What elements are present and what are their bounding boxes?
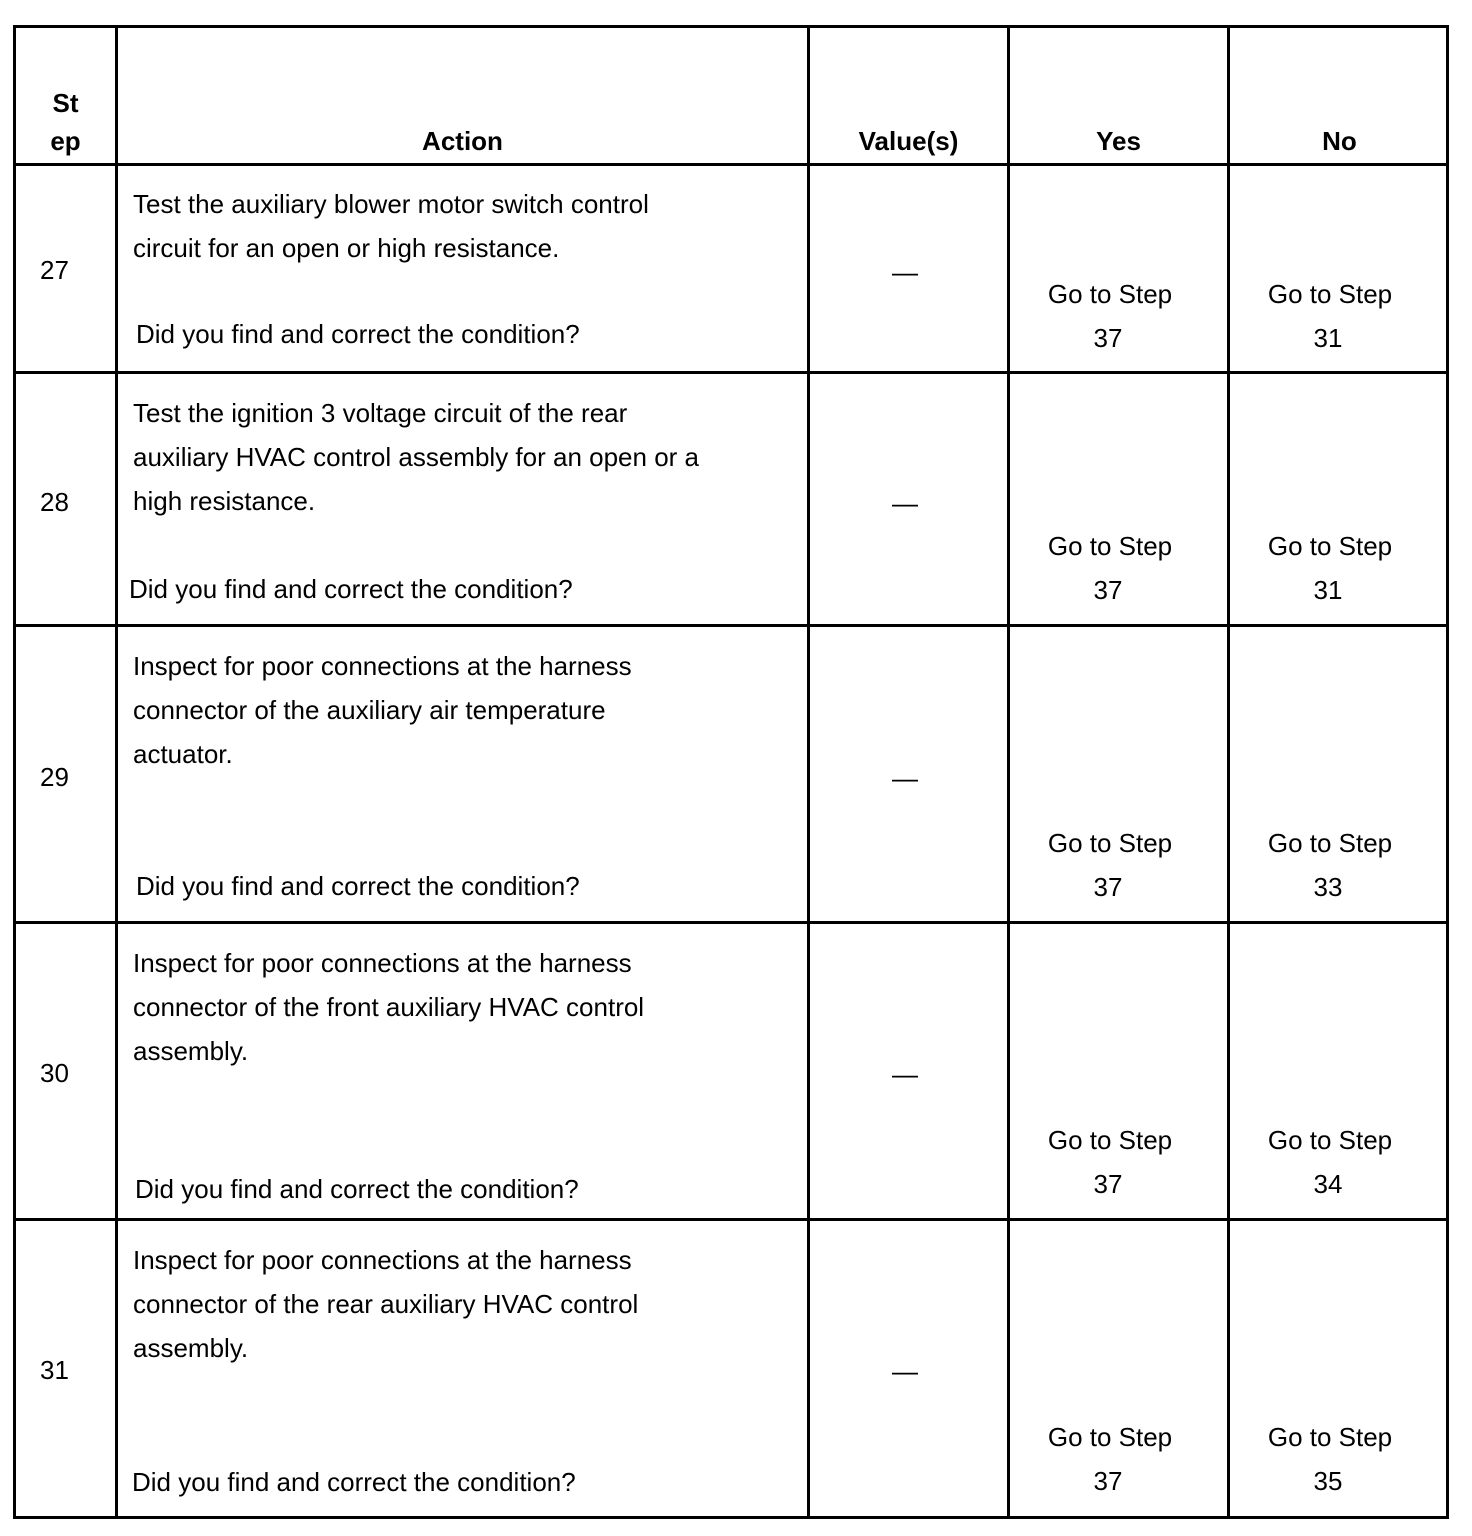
no-go-to: Go to Step: [1267, 531, 1393, 561]
action-question: Did you find and correct the condition?: [136, 319, 580, 349]
row-divider: [16, 371, 1446, 374]
action-line: circuit for an open or high resistance.: [133, 233, 560, 263]
step-number: 31: [40, 1355, 69, 1385]
action-line: assembly.: [133, 1036, 249, 1066]
header-step-line2: ep: [50, 126, 81, 156]
value-cell: —: [892, 763, 918, 793]
action-question: Did you find and correct the condition?: [129, 574, 573, 604]
column-divider: [115, 28, 118, 1516]
row-divider: [16, 163, 1446, 166]
action-question: Did you find and correct the condition?: [132, 1467, 576, 1497]
header-step-line1: St: [52, 88, 79, 118]
action-line: auxiliary HVAC control assembly for an open or a: [133, 442, 699, 472]
action-line: assembly.: [133, 1333, 249, 1363]
row-divider: [16, 624, 1446, 627]
step-number: 30: [40, 1058, 69, 1088]
row-divider: [16, 1218, 1446, 1221]
value-cell: —: [892, 1059, 918, 1089]
header-no: No: [1322, 126, 1357, 156]
row-divider: [16, 921, 1446, 924]
action-line: Inspect for poor connections at the harness: [133, 948, 632, 978]
action-question: Did you find and correct the condition?: [135, 1174, 579, 1204]
no-step: 31: [1313, 575, 1343, 605]
yes-go-to: Go to Step: [1047, 1125, 1173, 1155]
yes-step: 37: [1093, 323, 1123, 353]
yes-step: 37: [1093, 872, 1123, 902]
no-go-to: Go to Step: [1267, 1125, 1393, 1155]
no-go-to: Go to Step: [1267, 279, 1393, 309]
action-line: high resistance.: [133, 486, 316, 516]
yes-step: 37: [1093, 1466, 1123, 1496]
action-line: Inspect for poor connections at the harness: [133, 651, 632, 681]
header-step: [16, 84, 115, 160]
action-line: connector of the rear auxiliary HVAC control: [133, 1289, 639, 1319]
action-line: Inspect for poor connections at the harness: [133, 1245, 632, 1275]
yes-go-to: Go to Step: [1047, 828, 1173, 858]
column-divider: [1227, 28, 1230, 1516]
no-step: 31: [1313, 323, 1343, 353]
action-line: connector of the auxiliary air temperature: [133, 695, 606, 725]
yes-step: 37: [1093, 1169, 1123, 1199]
no-step: 35: [1313, 1466, 1343, 1496]
yes-go-to: Go to Step: [1047, 1422, 1173, 1452]
action-line: Test the auxiliary blower motor switch control: [133, 189, 649, 219]
action-line: actuator.: [133, 739, 233, 769]
action-line: connector of the front auxiliary HVAC control: [133, 992, 645, 1022]
no-go-to: Go to Step: [1267, 1422, 1393, 1452]
action-question: Did you find and correct the condition?: [136, 871, 580, 901]
no-step: 34: [1313, 1169, 1343, 1199]
header-values: Value(s): [858, 126, 959, 156]
action-line: Test the ignition 3 voltage circuit of the rear: [133, 398, 628, 428]
yes-go-to: Go to Step: [1047, 279, 1173, 309]
value-cell: —: [892, 257, 918, 287]
step-number: 27: [40, 255, 69, 285]
diagnostic-table: [13, 25, 1449, 1519]
step-number: 29: [40, 762, 69, 792]
step-number: 28: [40, 487, 69, 517]
no-step: 33: [1313, 872, 1343, 902]
value-cell: —: [892, 488, 918, 518]
value-cell: —: [892, 1356, 918, 1386]
no-go-to: Go to Step: [1267, 828, 1393, 858]
header-yes: Yes: [1096, 126, 1141, 156]
column-divider: [1007, 28, 1010, 1516]
yes-go-to: Go to Step: [1047, 531, 1173, 561]
yes-step: 37: [1093, 575, 1123, 605]
header-action: Action: [422, 126, 503, 156]
